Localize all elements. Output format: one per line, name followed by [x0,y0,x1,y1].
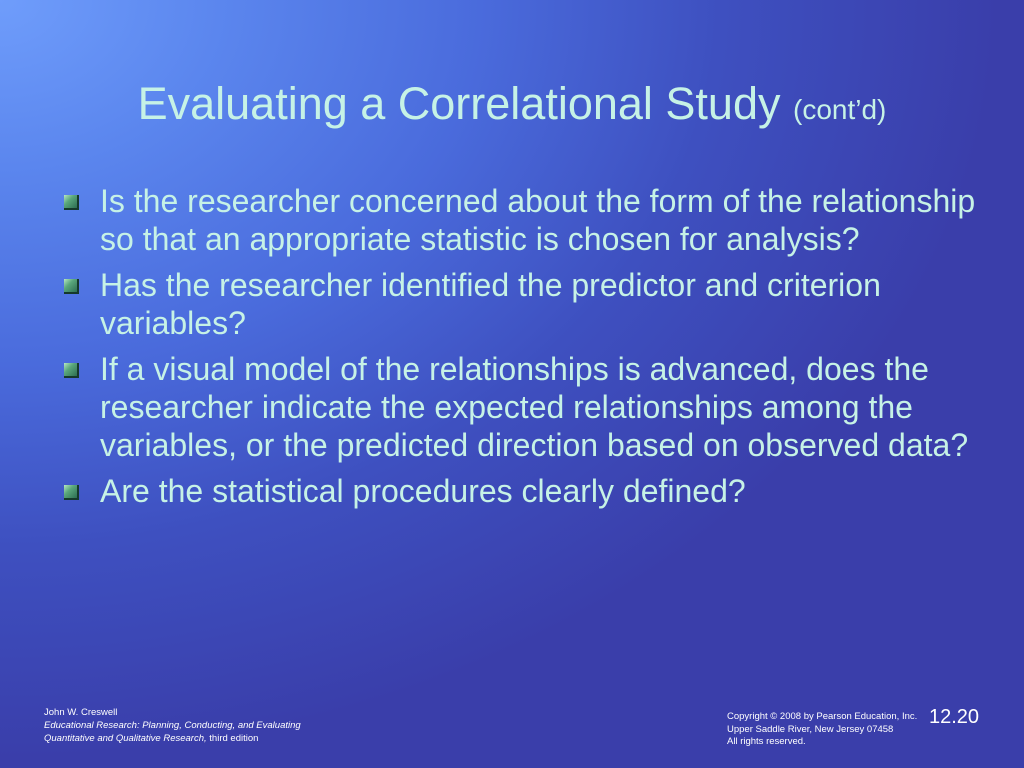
bullet-item [60,182,990,258]
bullet-list [60,182,990,518]
footer-edition: third edition [206,733,259,744]
square-bullet-icon [64,195,79,210]
footer-book-title-line2-text: Quantitative and Qualitative Research, [44,733,207,744]
bullet-text: Has the researcher identified the predictor and criterion variables? [100,267,881,341]
footer-copyright-line3: All rights reserved. [727,736,806,747]
bullet-item [60,472,990,510]
footer-citation [44,706,301,745]
bullet-item [60,350,990,464]
slide-title-main: Evaluating a Correlational Study [137,78,781,129]
slide-title [0,76,1024,138]
bullet-text: If a visual model of the relationships is advanced, does the researcher indicate the expected relationships among the variables, or the predicted direction based on observed data? [100,351,969,463]
square-bullet-icon [64,279,79,294]
slide-title-suffix: (cont’d) [793,94,887,125]
footer-book-title-line1: Educational Research: Planning, Conducting, and Evaluating [44,720,301,731]
slide-number: 12.20 [929,706,980,728]
square-bullet-icon [64,363,79,378]
footer-copyright [727,711,917,749]
bullet-text: Is the researcher concerned about the form of the relationship so that an appropriate statistic is chosen for analysis? [100,183,976,257]
footer-author: John W. Creswell [44,707,118,718]
square-bullet-icon [64,485,79,500]
bullet-text: Are the statistical procedures clearly defined? [100,473,746,509]
footer-book-title-line2 [44,732,301,745]
bullet-item [60,266,990,342]
footer-copyright-line1: Copyright © 2008 by Pearson Education, Inc. [727,711,918,722]
footer-copyright-line2: Upper Saddle River, New Jersey 07458 [727,723,894,735]
